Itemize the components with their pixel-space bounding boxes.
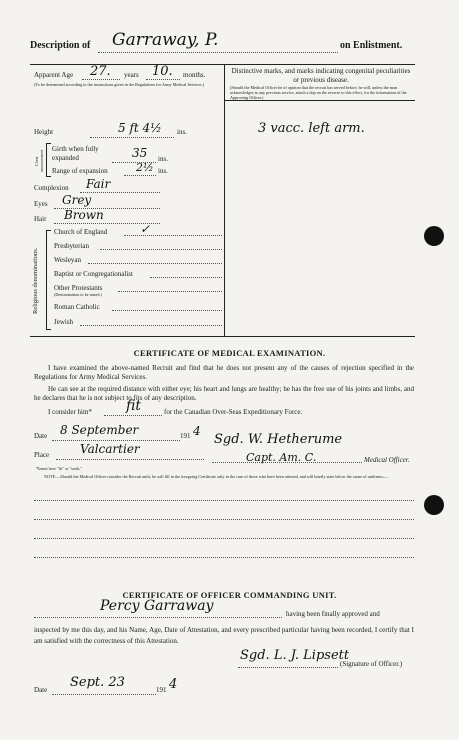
officer-date-value: Sept. 23 bbox=[70, 675, 125, 690]
height-value: 5 ft 4½ bbox=[118, 121, 162, 135]
range-value: 2½ bbox=[136, 161, 154, 174]
hair-label: Hair bbox=[34, 215, 47, 223]
place-label: Place bbox=[34, 451, 50, 459]
denomination-other-protestants: Other Protestants bbox=[54, 284, 103, 292]
months-label: months. bbox=[183, 71, 206, 79]
denomination-presbyterian: Presbyterian bbox=[54, 242, 89, 250]
officer-certificate-title: CERTIFICATE OF OFFICER COMMANDING UNIT. bbox=[122, 590, 337, 600]
medical-certificate-title: CERTIFICATE OF MEDICAL EXAMINATION. bbox=[133, 348, 326, 358]
age-note: (To be determined according to the instructions given in the Regulations for Army Medical Services.) bbox=[34, 82, 205, 87]
for-force-label: for the Canadian Over-Seas Expeditionary Force. bbox=[164, 408, 303, 416]
place-value: Valcartier bbox=[80, 442, 140, 456]
denomination-baptist: Baptist or Congregationalist bbox=[54, 270, 133, 278]
age-years: 27. bbox=[90, 64, 111, 79]
medical-officer-signature: Sgd. W. Hetherume bbox=[214, 432, 343, 447]
medical-year-suffix: 4 bbox=[193, 424, 201, 438]
religion-side-label: Religious denominations. bbox=[32, 247, 39, 315]
medical-officer-label: Medical Officer. bbox=[364, 456, 410, 464]
church-check-mark: ✓ bbox=[140, 222, 151, 236]
range-ins-label: ins. bbox=[158, 167, 168, 175]
denomination-wesleyan: Wesleyan bbox=[54, 256, 82, 264]
medical-officer-rank: Capt. Am. C. bbox=[246, 451, 317, 464]
religion-bracket bbox=[46, 230, 51, 330]
fit-value: fit bbox=[126, 398, 141, 414]
chest-label: Chest measurement bbox=[34, 149, 44, 173]
bottom-rule bbox=[30, 336, 415, 337]
apparent-age-label: Apparent Age bbox=[34, 71, 74, 79]
punch-hole bbox=[424, 495, 444, 515]
medical-paragraph-1: I have examined the above-named Recruit and find that he does not present any of the causes of rejection specified in the Regulations for Army Medical Services. bbox=[34, 364, 414, 381]
eyes-value: Grey bbox=[62, 193, 92, 207]
inspection-statement: inspected by me this day, and his Name, Age, Date of Attestation, and every prescribed particular having been recorded, I certify that I am satisfied with the correctness of this Attestation. bbox=[34, 626, 414, 645]
officer-signature: Sgd. L. J. Lipsett bbox=[240, 648, 350, 663]
column-divider bbox=[224, 64, 225, 336]
description-label: Description of bbox=[30, 40, 91, 51]
protestant-note: (Denomination to be stated.) bbox=[54, 292, 102, 297]
recruit-name: Garraway, P. bbox=[112, 30, 219, 50]
denomination-church-of-england: Church of England bbox=[54, 228, 108, 236]
height-label: Height bbox=[34, 128, 54, 136]
range-label: Range of expansion bbox=[52, 167, 108, 175]
medical-date-label: Date bbox=[34, 432, 48, 440]
girth-value: 35 bbox=[132, 146, 148, 160]
eyes-label: Eyes bbox=[34, 200, 48, 208]
marks-title: Distinctive marks, and marks indicating congenital peculiarities or previous disease. bbox=[231, 67, 411, 84]
girth-label: Girth when fully expanded bbox=[52, 145, 99, 162]
approved-text: having been finally approved and bbox=[286, 610, 380, 618]
age-months: 10. bbox=[152, 64, 173, 79]
marks-note: (Should the Medical Officer be of opinion that the recruit has served before, he will, unless the man acknowledges to any previous service, attach a slip on the reverse to this effect, for the information of the Approving Officer.) bbox=[230, 85, 407, 100]
officer-signature-label: (Signature of Officer.) bbox=[340, 660, 403, 668]
officer-year-prefix: 191 bbox=[156, 686, 167, 694]
denomination-roman-catholic: Roman Catholic bbox=[54, 303, 100, 311]
height-ins-label: ins. bbox=[177, 128, 187, 136]
on-enlistment-label: on Enlistment. bbox=[340, 40, 403, 51]
years-label: years bbox=[124, 71, 139, 79]
insert-fit-note: *Insert here "fit" or "unfit." bbox=[36, 466, 83, 471]
officer-date-label: Date bbox=[34, 686, 48, 694]
unfit-note: NOTE.—Should the Medical Officer consider the Recruit unfit, he will fill in the foregoing Certificate only in the case of those who have been attested, and will briefly state below the cause of unfitness:— bbox=[44, 474, 389, 479]
officer-year-suffix: 4 bbox=[169, 677, 178, 692]
marks-rule bbox=[224, 100, 415, 101]
medical-date-value: 8 September bbox=[60, 423, 139, 437]
complexion-value: Fair bbox=[86, 177, 111, 191]
marks-value: 3 vacc. left arm. bbox=[258, 121, 365, 136]
girth-ins-label: ins. bbox=[158, 155, 168, 163]
hair-value: Brown bbox=[64, 208, 104, 222]
denomination-jewish: Jewish bbox=[54, 318, 74, 326]
punch-hole bbox=[424, 226, 444, 246]
chest-bracket bbox=[46, 143, 51, 177]
medical-year-prefix: 191 bbox=[180, 432, 191, 440]
medical-paragraph-2: He can see at the required distance with either eye; his heart and lungs are healthy; he has the free use of his joints and limbs, and he declares that he is not subject to fits of any description. bbox=[34, 385, 414, 402]
recruit-full-name: Percy Garraway bbox=[100, 598, 214, 614]
complexion-label: Complexion bbox=[34, 184, 69, 192]
consider-label: I consider him* bbox=[48, 408, 92, 416]
top-rule bbox=[30, 64, 415, 65]
